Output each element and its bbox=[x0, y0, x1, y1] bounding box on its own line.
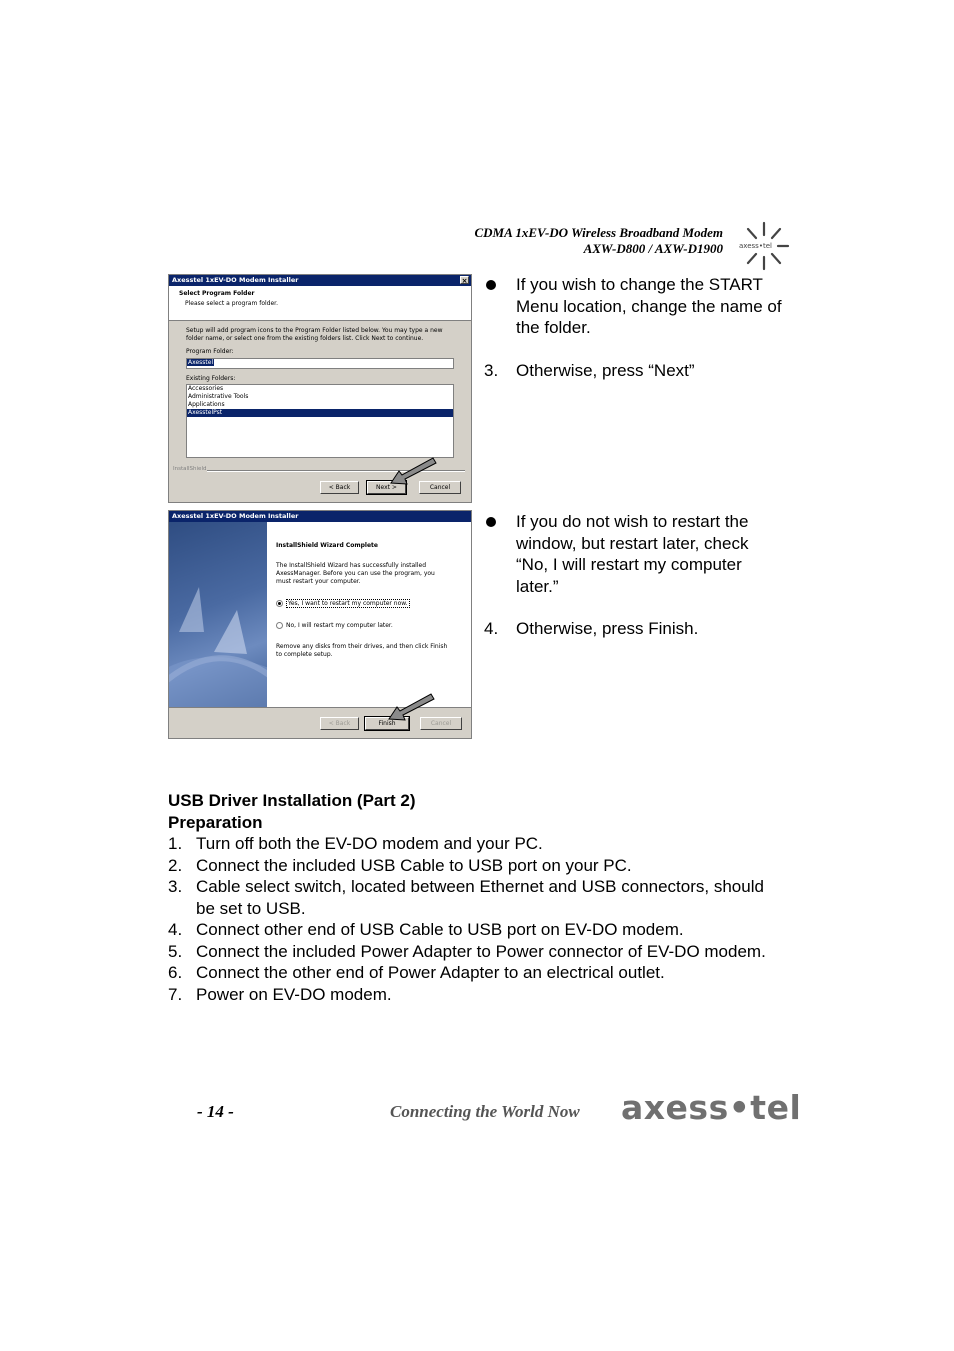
page-number: - 14 - bbox=[197, 1102, 234, 1121]
restart-later-option[interactable] bbox=[276, 622, 471, 630]
wizard-note: Remove any disks from their drives, and then click Finish to complete setup. bbox=[276, 643, 448, 658]
axesstel-starburst-logo bbox=[738, 220, 790, 272]
installer-complete-screenshot bbox=[168, 510, 472, 739]
radio-selected-icon[interactable] bbox=[276, 600, 283, 607]
close-icon[interactable]: × bbox=[461, 277, 468, 285]
list-item: 2. Connect the included USB Cable to USB port on your PC. bbox=[168, 855, 632, 875]
cancel-button[interactable]: Cancel bbox=[420, 717, 462, 730]
wizard-heading: Select Program Folder bbox=[179, 290, 255, 297]
cancel-button[interactable]: Cancel bbox=[419, 481, 461, 494]
list-item: 1. Turn off both the EV-DO modem and your PC. bbox=[168, 834, 543, 853]
window-title: Axesstel 1xEV-DO Modem Installer bbox=[172, 276, 299, 284]
step-number: 4. bbox=[484, 619, 499, 638]
wizard-message: The InstallShield Wizard has successfully installed AxessManager. Before you can use the program, you must restart your computer. bbox=[276, 562, 435, 585]
step-item bbox=[484, 360, 784, 382]
restart-later-label: No, I will restart my computer later. bbox=[286, 622, 393, 629]
bullet-text: If you wish to change the START Menu location, change the name of the folder. bbox=[516, 275, 782, 337]
usb-driver-section bbox=[168, 790, 808, 1005]
radio-unselected-icon[interactable] bbox=[276, 622, 283, 629]
next-button[interactable]: Next > bbox=[367, 481, 406, 494]
existing-folders-list[interactable] bbox=[186, 384, 454, 458]
program-folder-label: Program Folder: bbox=[186, 348, 234, 355]
bullet-icon bbox=[486, 517, 496, 527]
folder-list-item[interactable]: Administrative Tools bbox=[188, 393, 249, 400]
list-item: 7. Power on EV-DO modem. bbox=[168, 984, 392, 1004]
installer-select-folder-screenshot bbox=[168, 274, 472, 503]
bullet-icon bbox=[486, 280, 496, 290]
back-button[interactable]: < Back bbox=[320, 481, 359, 494]
restart-now-label: Yes, I want to restart my computer now. bbox=[288, 600, 408, 607]
window-title: Axesstel 1xEV-DO Modem Installer bbox=[172, 512, 299, 520]
wizard-heading: InstallShield Wizard Complete bbox=[276, 542, 378, 549]
document-header bbox=[475, 225, 724, 257]
program-folder-input[interactable] bbox=[186, 358, 454, 369]
program-folder-value: Axesstel bbox=[188, 359, 214, 366]
wizard-subheading: Please select a program folder. bbox=[185, 300, 278, 307]
folder-list-item[interactable]: Accessories bbox=[188, 385, 224, 392]
bullet-item bbox=[484, 274, 784, 339]
step-text: Otherwise, press Finish. bbox=[516, 619, 699, 638]
pointer-arrow-icon bbox=[389, 455, 437, 487]
list-item: 3. Cable select switch, located between Ethernet and USB connectors, should be set to USB. bbox=[168, 877, 764, 918]
header-product-line: CDMA 1xEV-DO Wireless Broadband Modem bbox=[474, 225, 723, 240]
window-titlebar bbox=[169, 275, 471, 286]
folder-instructions bbox=[484, 274, 784, 381]
folder-list-item-selected[interactable]: AxesstelPst bbox=[187, 409, 453, 417]
axesstel-wordmark-logo: axess•tel bbox=[621, 1088, 802, 1127]
window-titlebar bbox=[169, 511, 471, 522]
header-model-line: AXW-D800 / AXW-D1900 bbox=[583, 241, 723, 256]
step-number: 3. bbox=[484, 360, 499, 380]
wizard-side-graphic bbox=[169, 522, 267, 707]
preparation-steps bbox=[168, 833, 808, 1005]
wizard-header bbox=[169, 286, 471, 321]
restart-instructions bbox=[484, 511, 784, 640]
bullet-text: If you do not wish to restart the window, but restart later, check “No, I will restart my computer later.” bbox=[516, 512, 749, 596]
step-text: Otherwise, press “Next” bbox=[516, 360, 695, 380]
restart-now-option[interactable] bbox=[276, 600, 471, 608]
step-item bbox=[484, 618, 784, 640]
finish-button[interactable]: Finish bbox=[365, 717, 409, 730]
installshield-label: InstallShield bbox=[173, 466, 207, 472]
list-item: 5. Connect the included Power Adapter to Power connector of EV-DO modem. bbox=[168, 941, 766, 961]
list-item: 6. Connect the other end of Power Adapter to an electrical outlet. bbox=[168, 963, 665, 982]
footer-tagline: Connecting the World Now bbox=[390, 1102, 580, 1121]
bullet-item bbox=[484, 511, 784, 597]
svg-text:axess•tel: axess•tel bbox=[739, 242, 772, 250]
back-button[interactable]: < Back bbox=[320, 717, 359, 730]
list-item: 4. Connect other end of USB Cable to USB port on EV-DO modem. bbox=[168, 920, 684, 939]
wizard-body bbox=[169, 321, 471, 458]
existing-folders-label: Existing Folders: bbox=[186, 375, 236, 382]
installshield-sail-graphic bbox=[169, 522, 267, 707]
pointer-arrow-icon bbox=[387, 691, 435, 723]
wizard-description: Setup will add program icons to the Program Folder listed below. You may type a new folder name, or select one from the existing folders list. Click Next to continue. bbox=[186, 327, 443, 342]
section-subtitle: Preparation bbox=[168, 812, 263, 832]
folder-list-item[interactable]: Applications bbox=[188, 401, 225, 408]
wizard-main-panel bbox=[267, 522, 471, 707]
section-title: USB Driver Installation (Part 2) bbox=[168, 791, 416, 810]
